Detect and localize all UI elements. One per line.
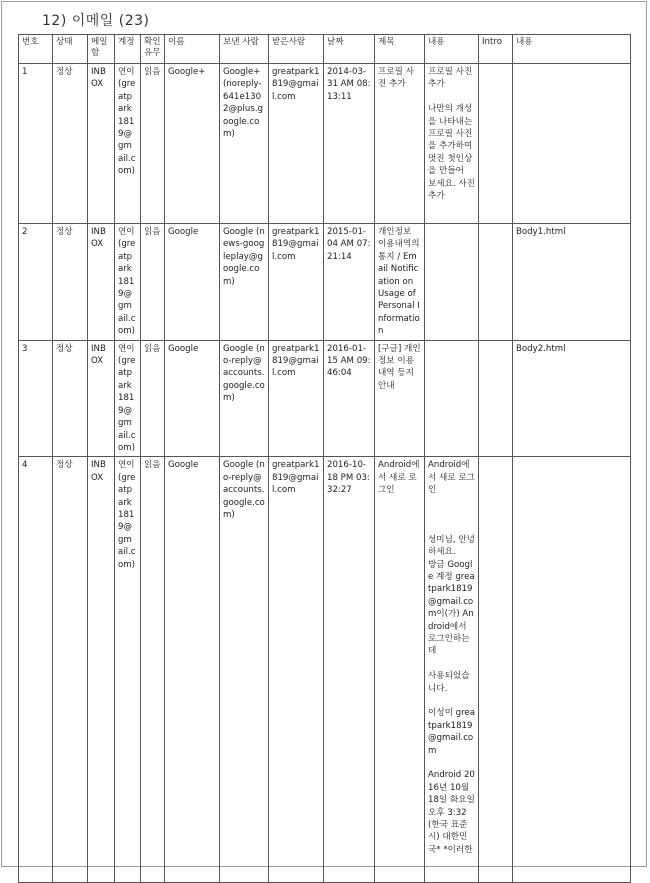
cell-content xyxy=(425,340,479,457)
cell-body xyxy=(513,64,631,224)
col-header-content: 내용 xyxy=(425,35,479,64)
cell-status: 정상 xyxy=(53,340,88,457)
section-title: 12) 이메일 (23) xyxy=(42,13,150,29)
cell-mailbox: INBOX xyxy=(88,340,115,457)
content-line: 성미님, 안녕하세요. xyxy=(428,534,475,558)
cell-intro xyxy=(479,340,513,457)
email-table xyxy=(18,34,631,883)
cell-read: 읽음 xyxy=(141,340,165,457)
cell-date: 2016-10-18 PM 03:32:27 xyxy=(324,457,375,883)
cell-intro xyxy=(479,457,513,883)
cell-account: 연이(greatpark1819@gmail.com) xyxy=(115,340,141,457)
cell-read: 읽음 xyxy=(141,64,165,224)
cell-recipient: greatpark1819@gmail.com xyxy=(269,340,324,457)
col-header-mailbox: 메일함 xyxy=(88,35,115,64)
content-line: 나만의 개성을 나타내는 프로필 사진을 추가하여 멋진 첫인상을 만들어 xyxy=(428,104,473,177)
cell-recipient: greatpark1819@gmail.com xyxy=(269,224,324,341)
cell-date: 2016-01-15 AM 09:46:04 xyxy=(324,340,375,457)
content-line: 방금 Google 계정 greatpark1819@gmail.com이(가) Android에서 로그인하는 데 xyxy=(428,559,475,657)
cell-content xyxy=(425,457,479,883)
cell-subject: [구글] 개인정보 이용내역 등지 안내 xyxy=(375,340,425,457)
cell-recipient: greatpark1819@gmail.com xyxy=(269,457,324,883)
cell-content xyxy=(425,64,479,224)
cell-name: Google xyxy=(165,457,220,883)
content-line: Android 2016년 10월 18일 화요일 오후 3:32(한국 표준시) 대한민국* *이러한 xyxy=(428,770,475,855)
content-line: Android에서 새로 로그인 xyxy=(428,460,475,496)
cell-sender: Google (no-reply@accounts.google.com) xyxy=(220,457,269,883)
cell-date: 2014-03-31 AM 08:13:11 xyxy=(324,64,375,224)
cell-status: 정상 xyxy=(53,224,88,341)
col-header-no: 번호 xyxy=(19,35,53,64)
table-row xyxy=(19,64,631,224)
cell-subject: 프로필 사진 추가 xyxy=(375,64,425,224)
header-row xyxy=(19,35,631,64)
content-line: 이성미 greatpark1819@gmail.com xyxy=(428,708,475,756)
cell-recipient: greatpark1819@gmail.com xyxy=(269,64,324,224)
cell-read: 읽음 xyxy=(141,224,165,341)
cell-sender: Google (news-googleplay@google.com) xyxy=(220,224,269,341)
cell-body[interactable]: Body1.html xyxy=(513,224,631,341)
cell-name: Google xyxy=(165,224,220,341)
cell-mailbox: INBOX xyxy=(88,64,115,224)
cell-sender: Google+ (noreply-641e1302@plus.google.com) xyxy=(220,64,269,224)
col-header-recipient: 받은사람 xyxy=(269,35,324,64)
col-header-name: 이름 xyxy=(165,35,220,64)
cell-body xyxy=(513,457,631,883)
cell-intro xyxy=(479,224,513,341)
cell-body[interactable]: Body2.html xyxy=(513,340,631,457)
cell-no: 3 xyxy=(19,340,53,457)
cell-mailbox: INBOX xyxy=(88,457,115,883)
cell-account: 연이(greatpark1819@gmail.com) xyxy=(115,64,141,224)
col-header-status: 상태 xyxy=(53,35,88,64)
cell-subject: Android에서 새로 로그인 xyxy=(375,457,425,883)
cell-status: 정상 xyxy=(53,64,88,224)
cell-read: 읽음 xyxy=(141,457,165,883)
cell-account: 연이(greatpark1819@gmail.com) xyxy=(115,457,141,883)
cell-account: 연이(greatpark1819@gmail.com) xyxy=(115,224,141,341)
table-row xyxy=(19,340,631,457)
content-line: 사용되었습니다. xyxy=(428,671,470,694)
cell-name: Google xyxy=(165,340,220,457)
col-header-account: 계정 xyxy=(115,35,141,64)
col-header-body: 내용 xyxy=(513,35,631,64)
content-line: 보세요. 사진 추가 xyxy=(428,178,475,202)
col-header-read: 확인유무 xyxy=(141,35,165,64)
cell-intro xyxy=(479,64,513,224)
col-header-intro: Intro xyxy=(479,35,513,64)
table-row xyxy=(19,457,631,883)
cell-subject: 개인정보 이용내역의 통지 / Email Notification on Usage of Personal Information xyxy=(375,224,425,341)
cell-date: 2015-01-04 AM 07:21:14 xyxy=(324,224,375,341)
cell-no: 4 xyxy=(19,457,53,883)
col-header-date: 날짜 xyxy=(324,35,375,64)
col-header-sender: 보낸 사람 xyxy=(220,35,269,64)
content-line: 프로필 사진 추가 xyxy=(428,67,473,90)
cell-sender: Google (no-reply@accounts.google.com) xyxy=(220,340,269,457)
cell-content xyxy=(425,224,479,341)
col-header-subject: 제목 xyxy=(375,35,425,64)
cell-status: 정상 xyxy=(53,457,88,883)
table-row xyxy=(19,224,631,341)
cell-name: Google+ xyxy=(165,64,220,224)
cell-mailbox: INBOX xyxy=(88,224,115,341)
cell-no: 1 xyxy=(19,64,53,224)
cell-no: 2 xyxy=(19,224,53,341)
